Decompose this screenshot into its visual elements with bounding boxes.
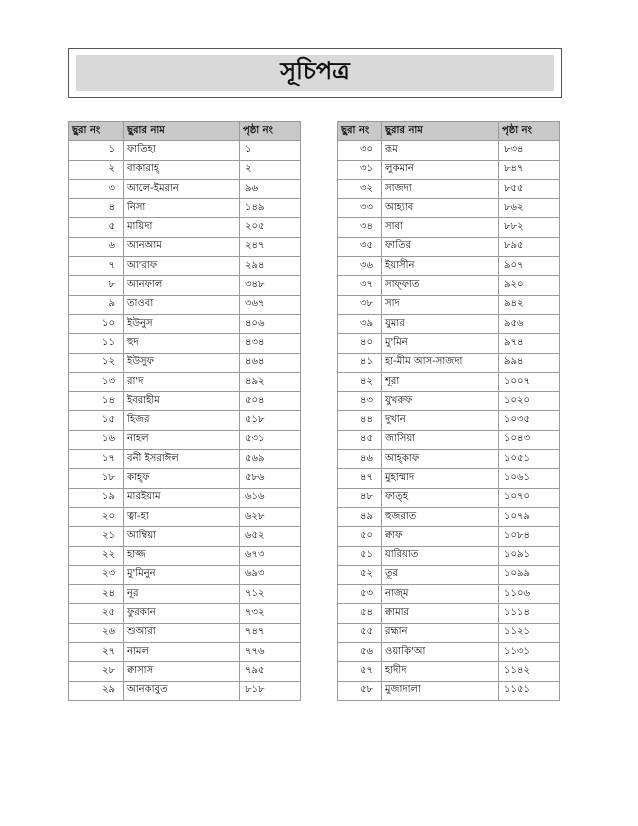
table-row xyxy=(69,565,301,584)
table-row xyxy=(338,527,560,546)
table-row xyxy=(69,662,301,681)
surah-number-cell: ৪১ xyxy=(338,353,382,372)
surah-name-cell: মায়িদা xyxy=(124,218,240,237)
table-row xyxy=(338,469,560,488)
table-row xyxy=(69,546,301,565)
title-box xyxy=(68,48,562,98)
page-number-cell: ৯৫৬ xyxy=(499,314,560,333)
surah-name-cell: শুআরা xyxy=(124,623,240,642)
table-row xyxy=(338,179,560,198)
surah-name-cell: আ'রাফ xyxy=(124,257,240,276)
surah-name-cell: মু'মিনুন xyxy=(124,565,240,584)
page-number-cell: ৮৫৫ xyxy=(499,179,560,198)
surah-name-cell: সাবা xyxy=(382,218,499,237)
table-row xyxy=(69,585,301,604)
table-row xyxy=(338,199,560,218)
surah-name-cell: বাকারাহ্ xyxy=(124,160,240,179)
surah-name-cell: জাসিয়া xyxy=(382,430,499,449)
page-number-cell: ৬২৮ xyxy=(240,507,301,526)
surah-number-cell: ২১ xyxy=(69,527,124,546)
page-number-cell: ১০৪৩ xyxy=(499,430,560,449)
surah-name-cell: ইবরাহীম xyxy=(124,392,240,411)
page-number-cell: ৮১৮ xyxy=(240,681,301,700)
page-number-cell: ৯২০ xyxy=(499,276,560,295)
header-surah-number: ছুরা নং xyxy=(338,122,382,141)
title-banner xyxy=(76,55,554,91)
table-row xyxy=(69,488,301,507)
table-row xyxy=(338,237,560,256)
surah-name-cell: নিসা xyxy=(124,199,240,218)
table-row xyxy=(69,199,301,218)
surah-name-cell: ফুরকান xyxy=(124,604,240,623)
toc-table-right xyxy=(337,121,560,701)
surah-number-cell: ১৩ xyxy=(69,372,124,391)
table-row xyxy=(338,392,560,411)
surah-name-cell: মারইয়াম xyxy=(124,488,240,507)
surah-number-cell: ৫৫ xyxy=(338,623,382,642)
page-number-cell: ২০৫ xyxy=(240,218,301,237)
table-row xyxy=(69,469,301,488)
toc-table-left xyxy=(68,121,301,701)
table-row xyxy=(69,604,301,623)
page-number-cell: ১০৭৯ xyxy=(499,507,560,526)
surah-number-cell: ৫৩ xyxy=(338,585,382,604)
page-number-cell: ১০৫১ xyxy=(499,450,560,469)
surah-number-cell: ৩ xyxy=(69,179,124,198)
table-row xyxy=(338,662,560,681)
header-page-number: পৃষ্ঠা নং xyxy=(499,122,560,141)
surah-number-cell: ৪৩ xyxy=(338,392,382,411)
table-row xyxy=(69,237,301,256)
surah-number-cell: ৩০ xyxy=(338,141,382,160)
surah-name-cell: হাজ্জ xyxy=(124,546,240,565)
table-row xyxy=(338,681,560,700)
page-number-cell: ৭৪৭ xyxy=(240,623,301,642)
surah-number-cell: ১২ xyxy=(69,353,124,372)
surah-name-cell: হুদ xyxy=(124,334,240,353)
surah-name-cell: সাফ্ফাত xyxy=(382,276,499,295)
surah-number-cell: ৩৬ xyxy=(338,257,382,276)
surah-number-cell: ২০ xyxy=(69,507,124,526)
surah-name-cell: নামল xyxy=(124,643,240,662)
surah-name-cell: হুজরাত xyxy=(382,507,499,526)
surah-number-cell: ১৬ xyxy=(69,430,124,449)
header-surah-name: ছুরার নাম xyxy=(382,122,499,141)
surah-name-cell: আনআম xyxy=(124,237,240,256)
surah-name-cell: যুখরুফ xyxy=(382,392,499,411)
table-row xyxy=(338,604,560,623)
surah-name-cell: নূর xyxy=(124,585,240,604)
surah-name-cell: আনফাল xyxy=(124,276,240,295)
surah-name-cell: শূরা xyxy=(382,372,499,391)
surah-name-cell: ওয়াকি'আ xyxy=(382,643,499,662)
surah-number-cell: ৩৮ xyxy=(338,295,382,314)
table-row xyxy=(338,643,560,662)
table-row xyxy=(338,411,560,430)
surah-name-cell: নাহল xyxy=(124,430,240,449)
surah-number-cell: ২২ xyxy=(69,546,124,565)
page-number-cell: ১১২১ xyxy=(499,623,560,642)
page-number-cell: ১১৫১ xyxy=(499,681,560,700)
surah-name-cell: তাওবা xyxy=(124,295,240,314)
table-row xyxy=(69,527,301,546)
page-number-cell: ১০২০ xyxy=(499,392,560,411)
table-row xyxy=(69,314,301,333)
surah-number-cell: ৪ xyxy=(69,199,124,218)
page-number-cell: ৮৯৫ xyxy=(499,237,560,256)
table-row xyxy=(338,565,560,584)
table-row xyxy=(69,450,301,469)
page-number-cell: ২৪৭ xyxy=(240,237,301,256)
surah-name-cell: হিজর xyxy=(124,411,240,430)
surah-number-cell: ৪৯ xyxy=(338,507,382,526)
page-number-cell: ৪০৬ xyxy=(240,314,301,333)
surah-name-cell: তূর xyxy=(382,565,499,584)
surah-number-cell: ২৮ xyxy=(69,662,124,681)
page-number-cell: ১০৯১ xyxy=(499,546,560,565)
page-number-cell: ৮৮২ xyxy=(499,218,560,237)
table-row xyxy=(69,295,301,314)
surah-name-cell: কাহ্ফ xyxy=(124,469,240,488)
surah-number-cell: ২৬ xyxy=(69,623,124,642)
table-row xyxy=(69,218,301,237)
surah-number-cell: ৩৩ xyxy=(338,199,382,218)
surah-number-cell: ৫২ xyxy=(338,565,382,584)
table-row xyxy=(69,334,301,353)
table-row xyxy=(338,295,560,314)
page-number-cell: ৬১৬ xyxy=(240,488,301,507)
surah-number-cell: ১৭ xyxy=(69,450,124,469)
table-row xyxy=(338,218,560,237)
page-number-cell: ৪৩৪ xyxy=(240,334,301,353)
surah-name-cell: ক্বাফ xyxy=(382,527,499,546)
page-number-cell: ১১০৬ xyxy=(499,585,560,604)
page-number-cell: ৫০৪ xyxy=(240,392,301,411)
page-number-cell: ৮৩৪ xyxy=(499,141,560,160)
page-number-cell: ৫৩১ xyxy=(240,430,301,449)
surah-number-cell: ১৪ xyxy=(69,392,124,411)
surah-number-cell: ৫৮ xyxy=(338,681,382,700)
header-row xyxy=(338,122,560,141)
table-row xyxy=(69,392,301,411)
page-number-cell: ১৪৯ xyxy=(240,199,301,218)
surah-name-cell: আনকাবুত xyxy=(124,681,240,700)
header-page-number: পৃষ্ঠা নং xyxy=(240,122,301,141)
header-surah-number: ছুরা নং xyxy=(69,122,124,141)
surah-name-cell: লুকমান xyxy=(382,160,499,179)
surah-number-cell: ৯ xyxy=(69,295,124,314)
page-number-cell: ১০৬১ xyxy=(499,469,560,488)
table-row xyxy=(338,276,560,295)
table-row xyxy=(69,372,301,391)
surah-name-cell: ফাত্হ xyxy=(382,488,499,507)
surah-number-cell: ৬ xyxy=(69,237,124,256)
surah-number-cell: ৫ xyxy=(69,218,124,237)
surah-name-cell: মুহাম্মাদ xyxy=(382,469,499,488)
page-number-cell: ৭৯৫ xyxy=(240,662,301,681)
surah-number-cell: ১৫ xyxy=(69,411,124,430)
table-row xyxy=(69,643,301,662)
page-number-cell: ১০৭০ xyxy=(499,488,560,507)
surah-name-cell: হা-মীম আস-সাজদা xyxy=(382,353,499,372)
surah-name-cell: ইয়াসীন xyxy=(382,257,499,276)
surah-number-cell: ৩৫ xyxy=(338,237,382,256)
page-number-cell: ৭৩২ xyxy=(240,604,301,623)
surah-name-cell: আহ্কাফ xyxy=(382,450,499,469)
page-number-cell: ২৯৪ xyxy=(240,257,301,276)
table-row xyxy=(69,141,301,160)
table-row xyxy=(338,160,560,179)
table-row xyxy=(69,160,301,179)
surah-number-cell: ৩১ xyxy=(338,160,382,179)
page-number-cell: ১১১৪ xyxy=(499,604,560,623)
surah-number-cell: ২৯ xyxy=(69,681,124,700)
page-number-cell: ৭১২ xyxy=(240,585,301,604)
surah-number-cell: ৫৪ xyxy=(338,604,382,623)
page-number-cell: ৩৬৭ xyxy=(240,295,301,314)
page-number-cell: ১১৪২ xyxy=(499,662,560,681)
table-row xyxy=(69,623,301,642)
surah-name-cell: ইউসুফ xyxy=(124,353,240,372)
surah-number-cell: ২৭ xyxy=(69,643,124,662)
table-row xyxy=(338,450,560,469)
page-number-cell: ৯৪২ xyxy=(499,295,560,314)
surah-number-cell: ৩৭ xyxy=(338,276,382,295)
table-row xyxy=(69,276,301,295)
surah-number-cell: ৫৬ xyxy=(338,643,382,662)
surah-name-cell: বনী ইসরাঈল xyxy=(124,450,240,469)
table-row xyxy=(338,623,560,642)
surah-number-cell: ৪৮ xyxy=(338,488,382,507)
surah-number-cell: ২৪ xyxy=(69,585,124,604)
table-row xyxy=(69,507,301,526)
surah-number-cell: ২৫ xyxy=(69,604,124,623)
surah-number-cell: ৪৪ xyxy=(338,411,382,430)
table-row xyxy=(338,507,560,526)
surah-number-cell: ৪২ xyxy=(338,372,382,391)
surah-number-cell: ৫৭ xyxy=(338,662,382,681)
page-number-cell: ৬৭৩ xyxy=(240,546,301,565)
surah-name-cell: হাদীদ xyxy=(382,662,499,681)
surah-name-cell: নাজ্ম xyxy=(382,585,499,604)
surah-name-cell: রহ্মান xyxy=(382,623,499,642)
surah-name-cell: যারিয়াত xyxy=(382,546,499,565)
table-row xyxy=(338,141,560,160)
table-row xyxy=(69,179,301,198)
page-number-cell: ১০৮৪ xyxy=(499,527,560,546)
page-number-cell: ১ xyxy=(240,141,301,160)
surah-number-cell: ২ xyxy=(69,160,124,179)
surah-number-cell: ৮ xyxy=(69,276,124,295)
surah-name-cell: ফাতির xyxy=(382,237,499,256)
surah-number-cell: ১ xyxy=(69,141,124,160)
page-number-cell: ১১৩১ xyxy=(499,643,560,662)
surah-name-cell: ক্বামার xyxy=(382,604,499,623)
page-number-cell: ১০০৭ xyxy=(499,372,560,391)
table-row xyxy=(69,353,301,372)
surah-number-cell: ১৮ xyxy=(69,469,124,488)
page-number-cell: ১০৩৫ xyxy=(499,411,560,430)
page-number-cell: ৯৭৪ xyxy=(499,334,560,353)
surah-name-cell: রা'দ xyxy=(124,372,240,391)
table-row xyxy=(69,681,301,700)
surah-number-cell: ৪৬ xyxy=(338,450,382,469)
header-surah-name: ছুরার নাম xyxy=(124,122,240,141)
surah-name-cell: রূম xyxy=(382,141,499,160)
surah-name-cell: সাদ xyxy=(382,295,499,314)
page-number-cell: ৪৯২ xyxy=(240,372,301,391)
surah-name-cell: ক্বাসাস xyxy=(124,662,240,681)
table-row xyxy=(338,257,560,276)
page-title: সূচিপত্র xyxy=(280,56,350,85)
surah-number-cell: ১১ xyxy=(69,334,124,353)
surah-name-cell: মু'মিন xyxy=(382,334,499,353)
table-row xyxy=(338,585,560,604)
page-number-cell: ৮৬২ xyxy=(499,199,560,218)
surah-number-cell: ৭ xyxy=(69,257,124,276)
surah-number-cell: ১৯ xyxy=(69,488,124,507)
surah-name-cell: দুখান xyxy=(382,411,499,430)
table-row xyxy=(338,372,560,391)
page-number-cell: ২ xyxy=(240,160,301,179)
table-row xyxy=(338,353,560,372)
surah-name-cell: মুজাদালা xyxy=(382,681,499,700)
surah-number-cell: ১০ xyxy=(69,314,124,333)
surah-name-cell: আম্বিয়া xyxy=(124,527,240,546)
table-row xyxy=(338,488,560,507)
surah-name-cell: সাজদা xyxy=(382,179,499,198)
surah-number-cell: ৫১ xyxy=(338,546,382,565)
surah-name-cell: আহ্যাব xyxy=(382,199,499,218)
surah-name-cell: ত্বা-হা xyxy=(124,507,240,526)
surah-number-cell: ৪৫ xyxy=(338,430,382,449)
table-row xyxy=(69,411,301,430)
surah-number-cell: ২৩ xyxy=(69,565,124,584)
page-number-cell: ৭৭৬ xyxy=(240,643,301,662)
surah-name-cell: যুমার xyxy=(382,314,499,333)
page-number-cell: ৮৪৭ xyxy=(499,160,560,179)
surah-number-cell: ৩২ xyxy=(338,179,382,198)
surah-number-cell: ৩৪ xyxy=(338,218,382,237)
table-row xyxy=(338,314,560,333)
table-row xyxy=(338,334,560,353)
page-number-cell: ৩৪৮ xyxy=(240,276,301,295)
page-number-cell: ৬৯৩ xyxy=(240,565,301,584)
surah-number-cell: ৩৯ xyxy=(338,314,382,333)
table-row xyxy=(69,430,301,449)
page-number-cell: ৯০৭ xyxy=(499,257,560,276)
page-number-cell: ৫৬৯ xyxy=(240,450,301,469)
page-number-cell: ১০৯৯ xyxy=(499,565,560,584)
table-row xyxy=(69,257,301,276)
surah-name-cell: ফাতিহা xyxy=(124,141,240,160)
surah-name-cell: ইউনুস xyxy=(124,314,240,333)
surah-number-cell: ৪৭ xyxy=(338,469,382,488)
surah-name-cell: আলে-ইমরান xyxy=(124,179,240,198)
page-number-cell: ৫১৮ xyxy=(240,411,301,430)
surah-number-cell: ৫০ xyxy=(338,527,382,546)
table-row xyxy=(338,546,560,565)
header-row xyxy=(69,122,301,141)
table-row xyxy=(338,430,560,449)
page-number-cell: ৫৮৬ xyxy=(240,469,301,488)
page-number-cell: ৯৬ xyxy=(240,179,301,198)
surah-number-cell: ৪০ xyxy=(338,334,382,353)
page-number-cell: ৬৫২ xyxy=(240,527,301,546)
page-number-cell: ৯৯৪ xyxy=(499,353,560,372)
page-number-cell: ৪৬৪ xyxy=(240,353,301,372)
